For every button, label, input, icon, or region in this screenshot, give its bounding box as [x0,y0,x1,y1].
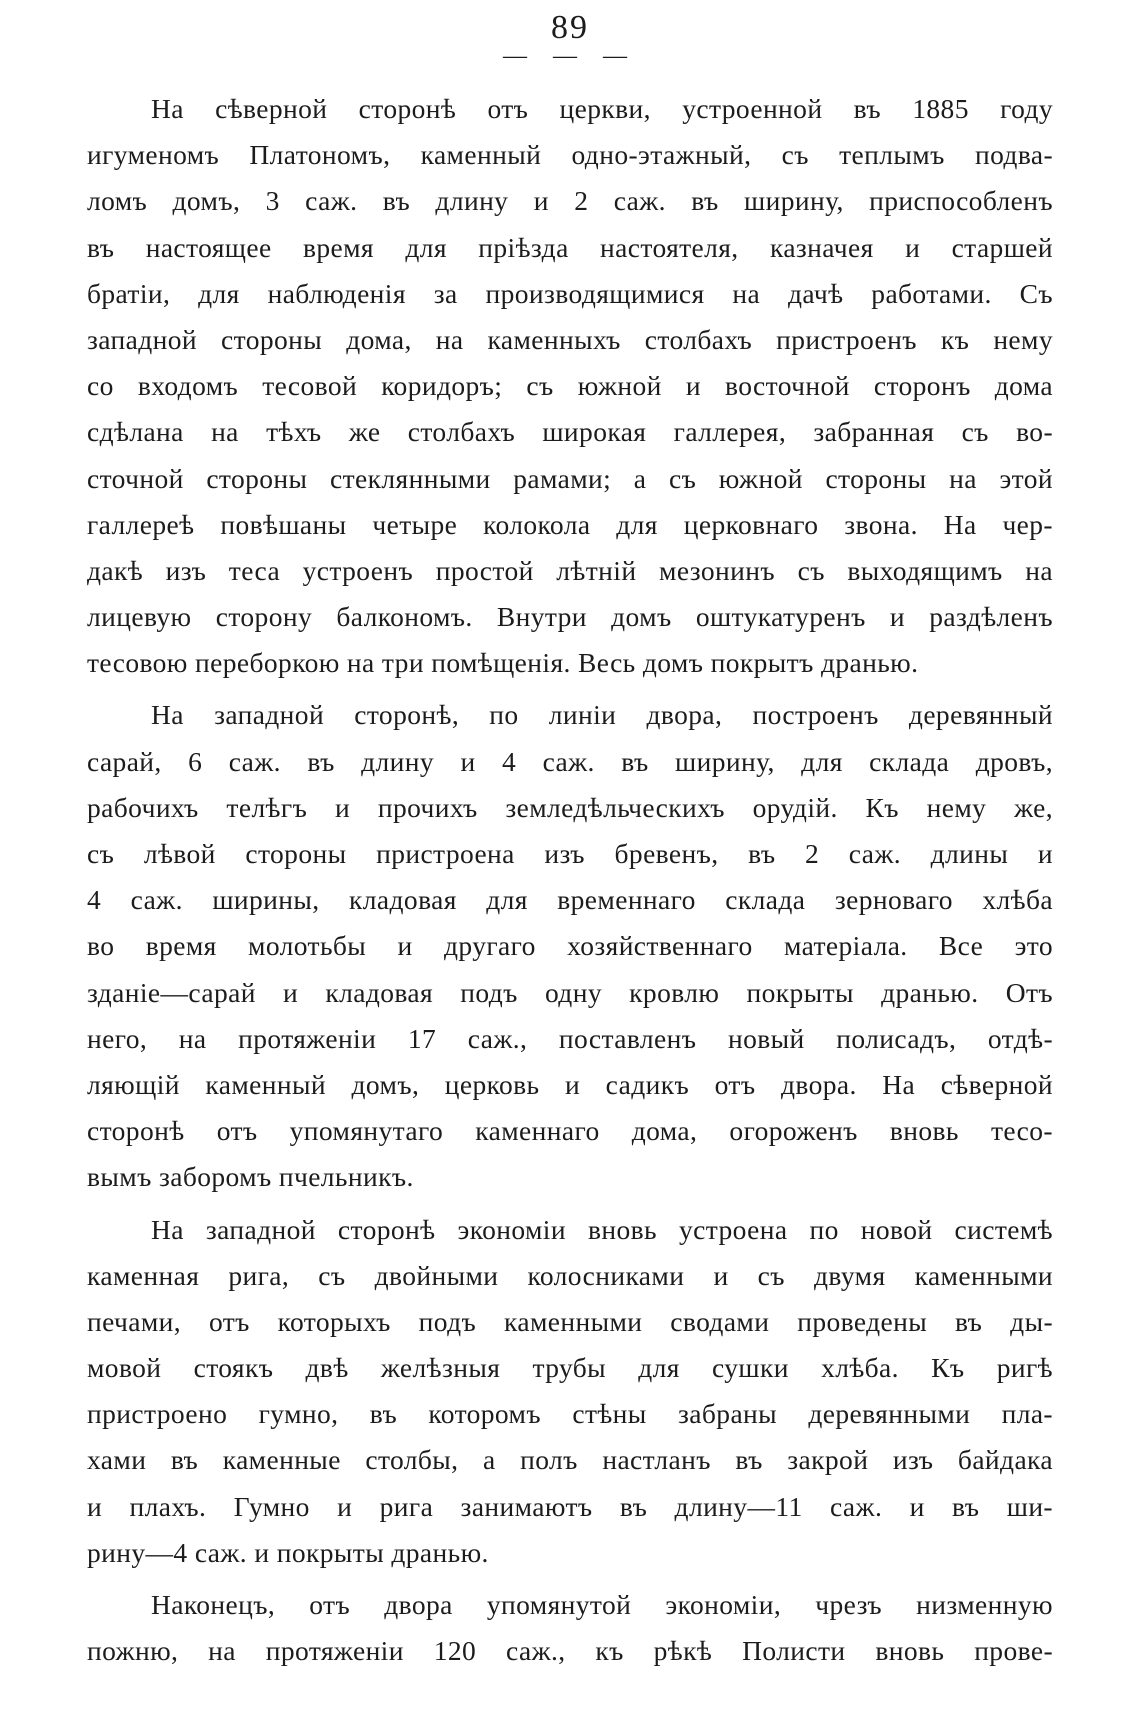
text-line: западной стороны дома, на каменныхъ столбахъ пристроенъ къ нему [87,323,1053,355]
text-line: игуменомъ Платономъ, каменный одно-этажный, съ теплымъ подва- [87,139,1053,171]
page-body [87,86,1053,1674]
text-line: Наконецъ, отъ двора упомянутой экономіи, чрезъ низменную [151,1589,1053,1620]
paragraph-1 [87,86,1053,686]
text-line: братіи, для наблюденія за производящимися на дачѣ работами. Съ [87,277,1053,309]
text-line: дакѣ изъ теса устроенъ простой лѣтній мезонинъ съ выходящимъ на [87,554,1053,586]
page-number: 89 [551,9,589,46]
text-line: рабочихъ телѣгъ и прочихъ земледѣльческихъ орудій. Къ нему же, [87,791,1053,823]
text-line: зданіе—сарай и кладовая подъ одну кровлю покрыты дранью. Отъ [87,976,1053,1008]
text-line: каменная рига, съ двойными колосниками и съ двумя каменными [87,1259,1053,1291]
text-line: во время молотьбы и другаго хозяйственнаго матеріала. Все это [87,930,1053,962]
paragraph-2 [87,692,1053,1200]
text-line: съ лѣвой стороны пристроена изъ бревенъ, въ 2 саж. длины и [87,838,1053,869]
paragraph-3 [87,1207,1053,1577]
text-line: На западной сторонѣ, по линіи двора, построенъ деревянный [151,699,1053,731]
text-line: ляющій каменный домъ, церковь и садикъ отъ двора. На сѣверной [87,1068,1053,1100]
text-line: сторонѣ отъ упомянутаго каменнаго дома, огороженъ вновь тесо- [87,1115,1053,1147]
text-line: со входомъ тесовой коридоръ; съ южной и восточной сторонъ дома [87,370,1053,402]
text-line: сарай, 6 саж. въ длину и 4 саж. въ ширину, для склада дровъ, [87,745,1053,777]
text-line: 4 саж. ширины, кладовая для временнаго склада зерноваго хлѣба [87,884,1053,916]
text-line: галлереѣ повѣшаны четыре колокола для церковнаго звона. На чер- [87,508,1053,540]
text-line: сдѣлана на тѣхъ же столбахъ широкая галлерея, забранная съ во- [87,416,1053,448]
text-line: мовой стоякъ двѣ желѣзныя трубы для сушки хлѣба. Къ ригѣ [87,1352,1053,1384]
text-line: тесовою переборкою на три помѣщенія. Весь домъ покрытъ дранью. [87,647,919,679]
text-line: рину—4 саж. и покрыты дранью. [87,1536,489,1568]
text-line: него, на протяженіи 17 саж., поставленъ новый полисадъ, отдѣ- [87,1022,1053,1054]
text-line: хами въ каменные столбы, а полъ настланъ въ закрой изъ байдака [87,1444,1053,1476]
text-line: На западной сторонѣ экономіи вновь устроена по новой системѣ [151,1213,1053,1245]
header-rule: — — — [503,43,637,69]
text-line: сточной стороны стеклянными рамами; а съ южной стороны на этой [87,462,1053,494]
text-line: лицевую сторону балкономъ. Внутри домъ оштукатуренъ и раздѣленъ [87,601,1053,633]
text-line: въ настоящее время для пріѣзда настоятеля, казначея и старшей [87,231,1053,263]
text-line: На сѣверной сторонѣ отъ церкви, устроенной въ 1885 году [151,93,1053,124]
text-line: вымъ заборомъ пчельникъ. [87,1161,414,1193]
text-line: пристроено гумно, въ которомъ стѣны забраны деревянными пла- [87,1398,1053,1430]
text-line: и плахъ. Гумно и рига занимаютъ въ длину—11 саж. и въ ши- [87,1490,1053,1522]
text-line: пожню, на протяженіи 120 саж., къ рѣкѣ Полисти вновь прове- [87,1635,1053,1667]
text-line: печами, отъ которыхъ подъ каменными сводами проведены въ ды- [87,1305,1053,1337]
paragraph-4 [87,1582,1053,1674]
text-line: ломъ домъ, 3 саж. въ длину и 2 саж. въ ширину, приспособленъ [87,185,1053,217]
